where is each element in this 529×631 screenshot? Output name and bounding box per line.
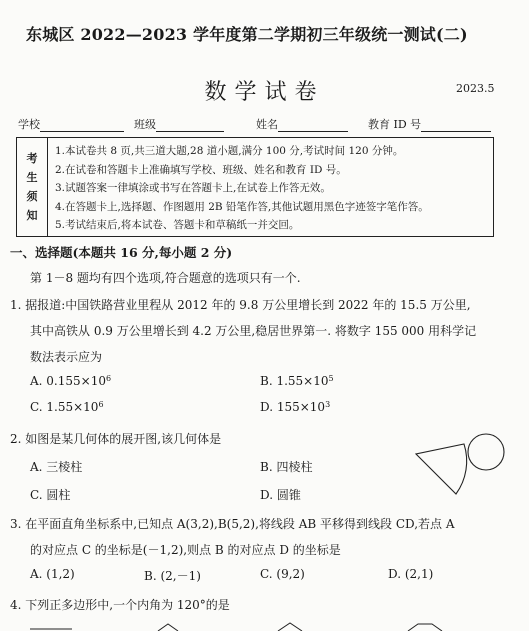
q2-option-a: A. 三棱柱: [30, 460, 83, 474]
sector-shape: [416, 444, 467, 494]
section-heading: 一、选择题(本题共 16 分,每小题 2 分): [10, 245, 233, 260]
notice-list: [55, 142, 429, 235]
q2-option-c: C. 圆柱: [30, 488, 71, 502]
q1-option-b: B. $1.55\times 10^5$: [260, 374, 334, 388]
exam-title: 东城区 2022—2023 学年度第二学期初三年级统一测试(二): [26, 25, 468, 44]
cone-net-figure: [412, 428, 516, 504]
polygon-c-edge: [278, 623, 302, 631]
edu-id-field: [368, 116, 491, 132]
polygon-options-partial: [0, 618, 529, 631]
q3-option-a: A. (1,2): [30, 567, 75, 581]
q2-option-b: B. 四棱柱: [260, 460, 313, 474]
class-field: [134, 116, 224, 132]
q3-option-b: B. (2,－1): [144, 569, 201, 583]
name-field: [256, 116, 348, 132]
candidate-notice-box: [16, 137, 494, 237]
q3-option-d: D. (2,1): [388, 567, 434, 581]
polygon-d-edge: [408, 624, 442, 631]
q1-option-d: D. $155\times 10^3$: [260, 400, 331, 414]
q4-stem: 4. 下列正多边形中,一个内角为 120°的是: [10, 598, 230, 612]
school-blank: [40, 119, 124, 132]
q3-line2: 的对应点 C 的坐标是(－1,2),则点 B 的对应点 D 的坐标是: [30, 543, 341, 557]
notice-item: 2.在试卷和答题卡上准确填写学校、班级、姓名和教育 ID 号。: [55, 163, 347, 176]
exam-date: 2023.5: [456, 82, 495, 95]
class-label: 班级: [134, 118, 156, 131]
notice-heading: 考 生 须 知: [17, 138, 48, 236]
q1-option-a: A. $0.155\times 10^6$: [30, 374, 112, 388]
polygon-b-edge: [158, 624, 178, 631]
edu-id-blank: [421, 119, 491, 132]
edu-id-label: 教育 ID 号: [368, 118, 422, 131]
q1-option-c: C. $1.55\times 10^6$: [30, 400, 104, 414]
section-intro: 第 1－8 题均有四个选项,符合题意的选项只有一个.: [30, 271, 301, 285]
q2-option-d: D. 圆锥: [260, 488, 301, 502]
name-label: 姓名: [256, 118, 278, 131]
school-label: 学校: [18, 118, 40, 131]
q2-stem: 2. 如图是某几何体的展开图,该几何体是: [10, 432, 222, 446]
notice-item: 4.在答题卡上,选择题、作图题用 2B 铅笔作答,其他试题用黑色字迹签字笔作答。: [55, 200, 429, 213]
q1-line1: 1. 据报道:中国铁路营业里程从 2012 年的 9.8 万公里增长到 2022 年的 15.5 万公里,: [10, 298, 471, 312]
q3-line1: 3. 在平面直角坐标系中,已知点 A(3,2),B(5,2),将线段 AB 平移得到线段 CD,若点 A: [10, 517, 455, 531]
school-field: [18, 116, 124, 132]
subject-title: 数学试卷: [204, 80, 325, 105]
q1-line3: 数法表示应为: [30, 350, 103, 364]
q3-option-c: C. (9,2): [260, 567, 305, 581]
base-circle: [468, 434, 504, 470]
q1-line2: 其中高铁从 0.9 万公里增长到 4.2 万公里,稳居世界第一. 将数字 155 000 用科学记: [30, 324, 477, 338]
class-blank: [156, 119, 224, 132]
notice-item: 1.本试卷共 8 页,共三道大题,28 道小题,满分 100 分,考试时间 120 分钟。: [55, 145, 404, 157]
name-blank: [278, 119, 348, 132]
notice-item: 3.试题答案一律填涂或书写在答题卡上,在试卷上作答无效。: [55, 182, 331, 195]
notice-item: 5.考试结束后,将本试卷、答题卡和草稿纸一并交回。: [55, 219, 300, 232]
